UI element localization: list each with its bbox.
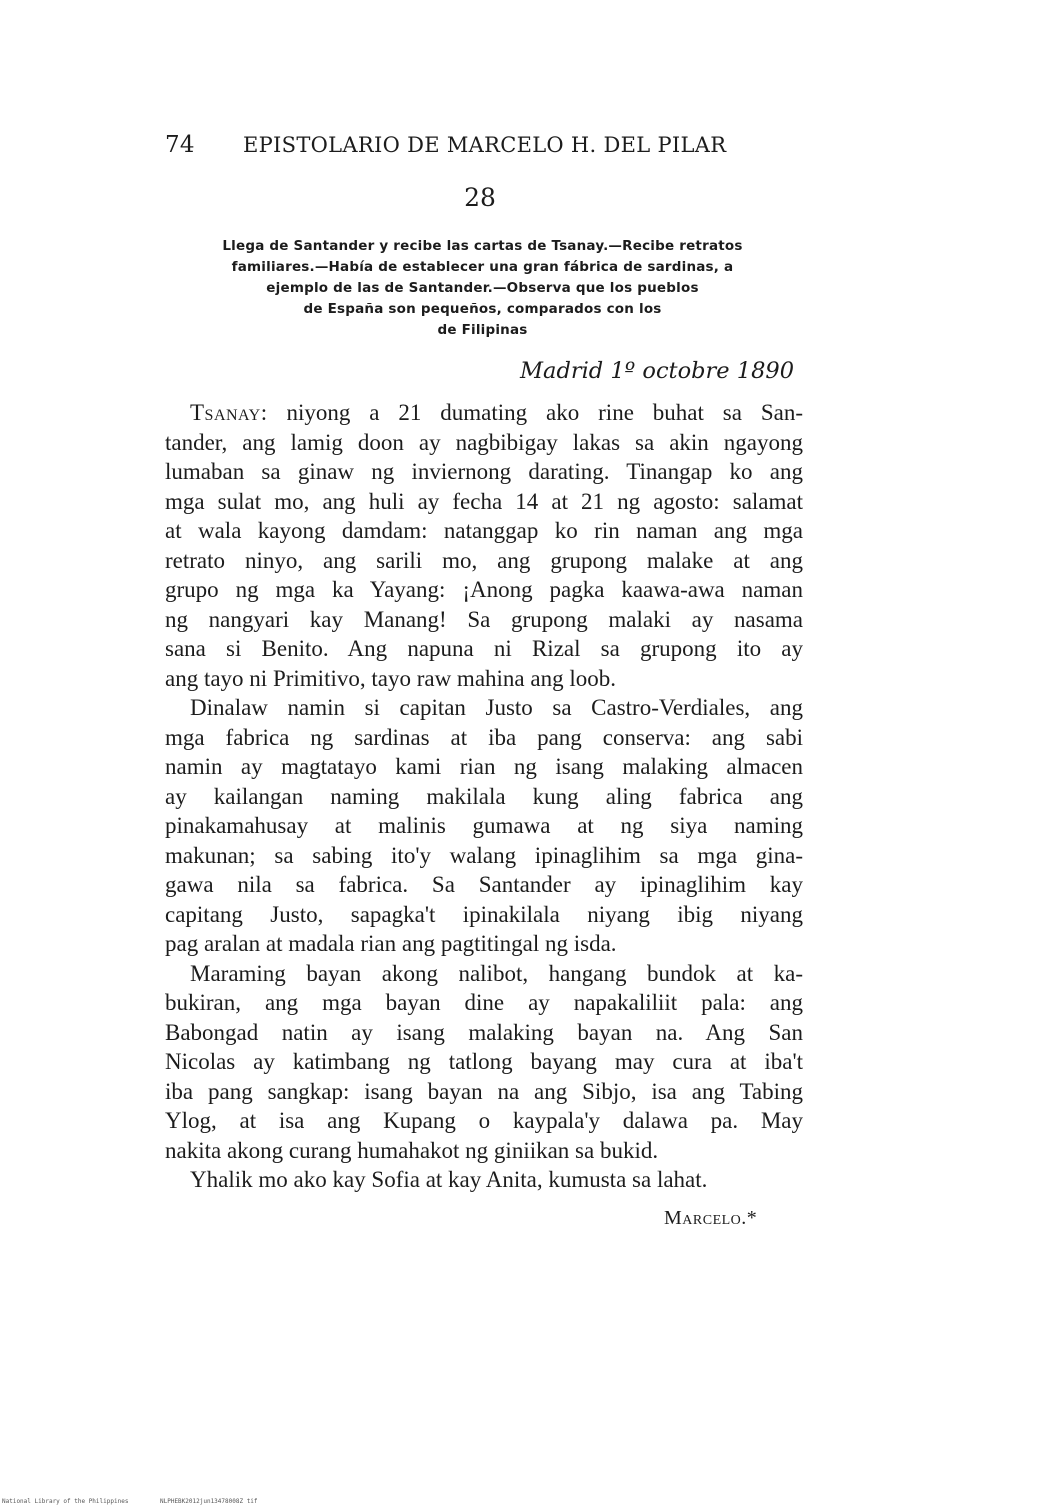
signature: Marcelo.* bbox=[664, 1207, 758, 1229]
body-line: bukiran, ang mga bayan dine ay napakaliliit pala: ang bbox=[165, 990, 803, 1015]
scan-file-id: NLPHEBK2012jun13478008Z tif bbox=[160, 1498, 258, 1505]
summary-line: familiares.—Había de establecer una gran fábrica de sardinas, a bbox=[231, 259, 734, 275]
body-line: retrato ninyo, ang sarili mo, ang grupong malake at ang bbox=[165, 547, 803, 573]
body-line: Nicolas ay katimbang ng tatlong bayang may cura at iba't bbox=[165, 1049, 803, 1074]
body-line: pag aralan at madala rian ang pagtitingal ng isda. bbox=[165, 931, 617, 956]
body-line: namin ay magtatayo kami rian ng isang malaking almacen bbox=[165, 754, 803, 779]
page-number: 74 bbox=[165, 132, 195, 158]
body-line: Ylog, at isa ang Kupang o kaypala'y dalawa pa. May bbox=[165, 1108, 803, 1133]
body-line: nakita akong curang humahakot ng giniikan sa bukid. bbox=[165, 1137, 659, 1163]
summary-line: Llega de Santander y recibe las cartas de Tsanay.—Recibe retratos bbox=[222, 238, 743, 254]
body-line: gawa nila sa fabrica. Sa Santander ay ipinaglihim kay bbox=[165, 872, 803, 897]
body-line: iba pang sangkap: isang bayan na ang Sibjo, isa ang Tabing bbox=[165, 1078, 803, 1104]
summary-line: ejemplo de las de Santander.—Observa que los pueblos bbox=[266, 280, 699, 296]
running-title: EPISTOLARIO DE MARCELO H. DEL PILAR bbox=[243, 133, 727, 157]
salutation: Tsanay: bbox=[190, 400, 268, 425]
body-line: at wala kayong damdam: natanggap ko rin naman ang mga bbox=[165, 518, 803, 543]
body-line: Maraming bayan akong nalibot, hangang bundok at ka- bbox=[190, 960, 803, 986]
body-line: makunan; sa sabing ito'y walang ipinaglihim sa mga gina- bbox=[165, 842, 803, 868]
body-line: Dinalaw namin si capitan Justo sa Castro-Verdiales, ang bbox=[190, 695, 803, 720]
body-line: mga fabrica ng sardinas at iba pang conserva: ang sabi bbox=[165, 724, 803, 750]
body-line: Tsanay: niyong a 21 dumating ako rine buhat sa San- bbox=[190, 400, 803, 425]
body-line: mga sulat mo, ang huli ay fecha 14 at 21 ng agosto: salamat bbox=[165, 488, 803, 514]
body-line: tander, ang lamig doon ay nagbibigay lakas sa akin ngayong bbox=[165, 429, 803, 455]
dateline: Madrid 1º octobre 1890 bbox=[520, 358, 795, 384]
body-line: pinakamahusay at malinis gumawa at ng siya naming bbox=[165, 813, 803, 838]
scan-credit: National Library of the Philippines bbox=[2, 1498, 129, 1505]
body-line: sana si Benito. Ang napuna ni Rizal sa grupong ito ay bbox=[165, 636, 803, 661]
summary-line: de Filipinas bbox=[437, 322, 528, 338]
body-line: ay kailangan naming makilala kung aling fabrica ang bbox=[165, 783, 803, 809]
letter-number: 28 bbox=[464, 183, 496, 212]
body-line: lumaban sa ginaw ng inviernong darating. Tinangap ko ang bbox=[165, 459, 803, 484]
letter-body bbox=[165, 398, 803, 1195]
body-line: grupo ng mga ka Yayang: ¡Anong pagka kaawa-awa naman bbox=[165, 577, 803, 602]
summary-line: de España son pequeños, comparados con los bbox=[303, 301, 662, 317]
body-line: ng nangyari kay Manang! Sa grupong malaki ay nasama bbox=[165, 606, 803, 632]
body-line: Babongad natin ay isang malaking bayan na. Ang San bbox=[165, 1019, 803, 1045]
body-line: ang tayo ni Primitivo, tayo raw mahina ang loob. bbox=[165, 665, 616, 691]
letter-summary bbox=[160, 236, 805, 341]
body-line: capitang Justo, sapagka't ipinakilala niyang ibig niyang bbox=[165, 901, 803, 927]
body-line: Yhalik mo ako kay Sofia at kay Anita, kumusta sa lahat. bbox=[190, 1167, 708, 1192]
running-header bbox=[165, 132, 775, 158]
